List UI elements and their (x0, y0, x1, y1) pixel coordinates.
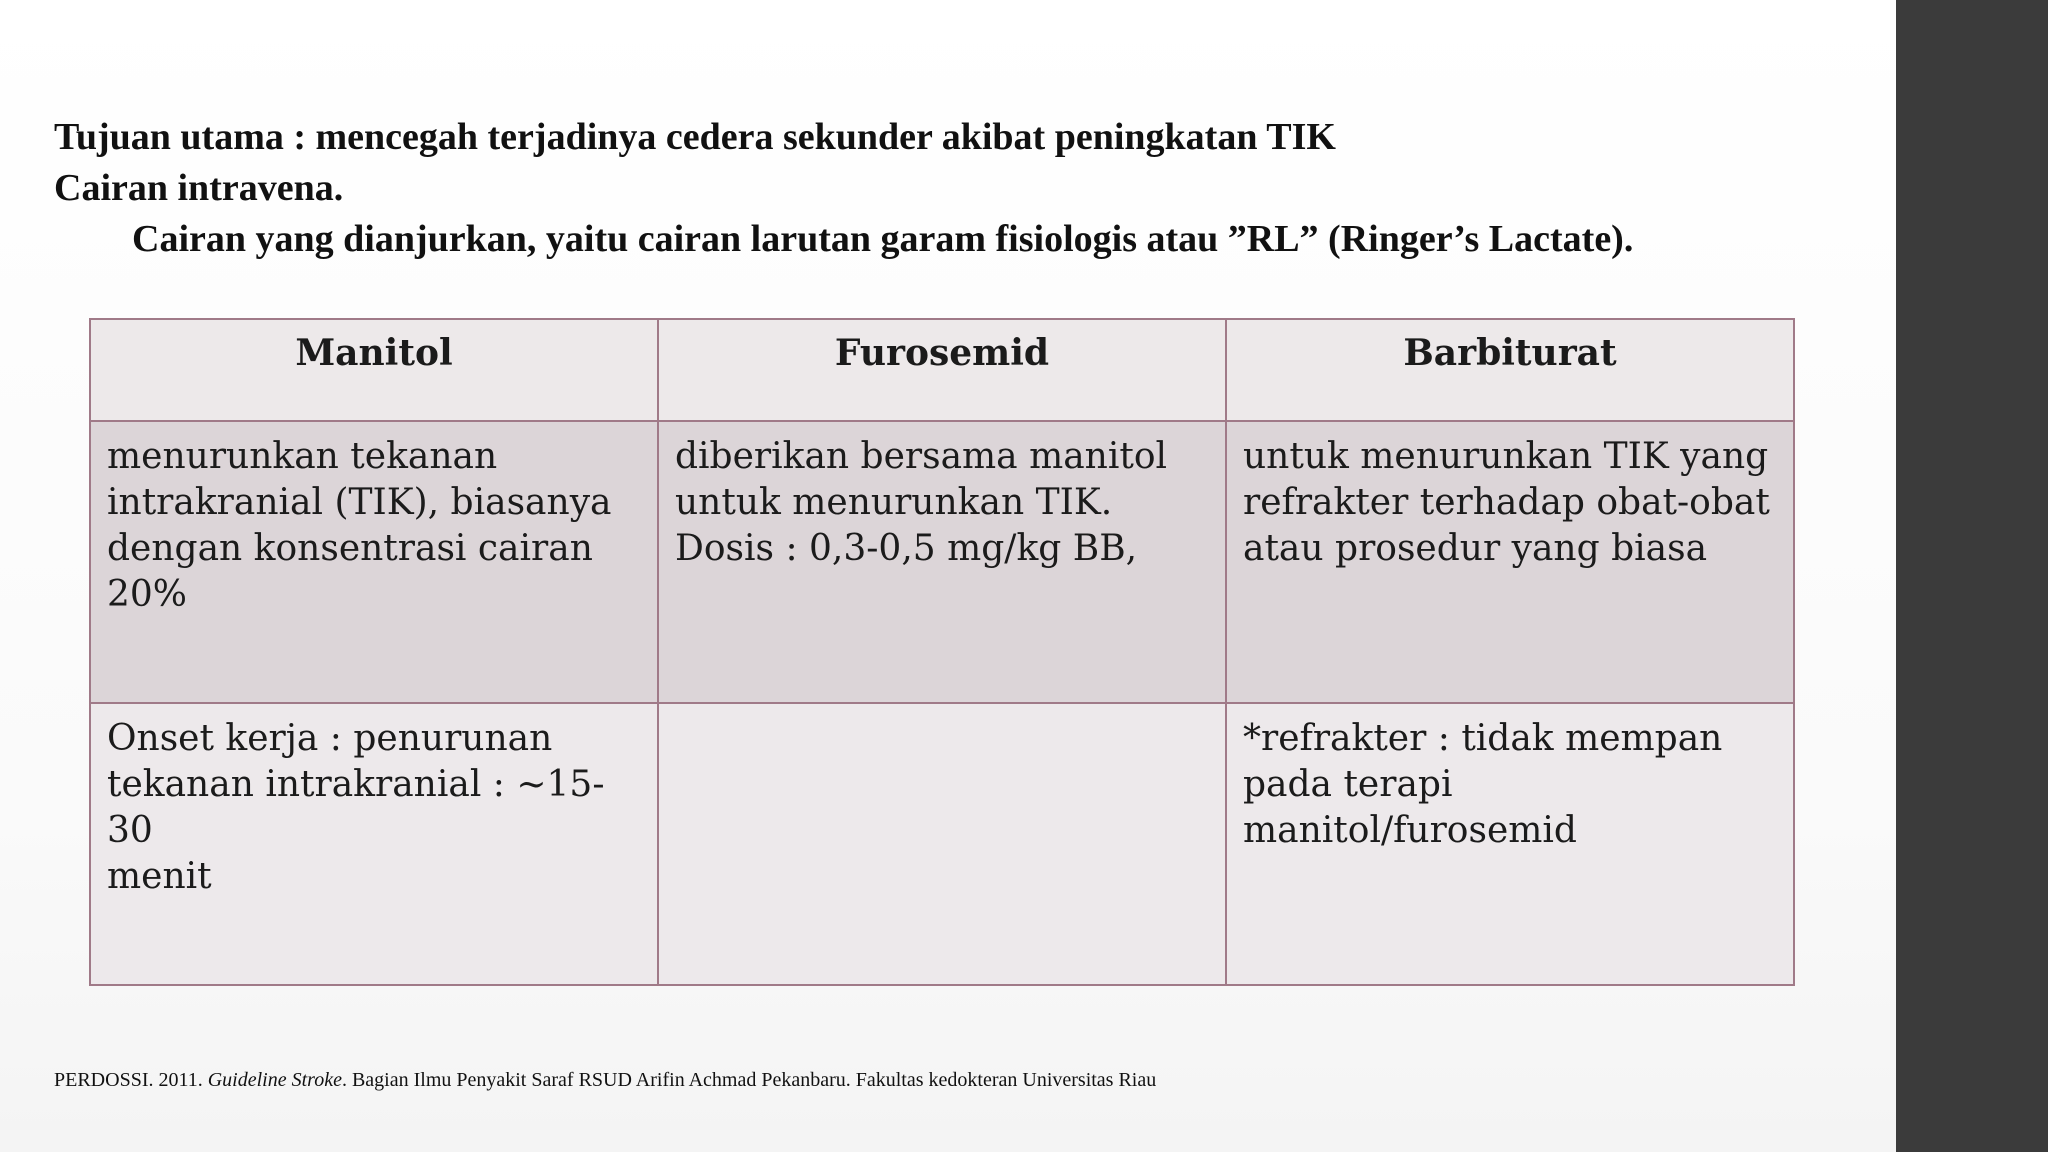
drug-comparison-table (89, 318, 1795, 986)
cell-text: menurunkan tekanan intrakranial (TIK), biasanya dengan konsentrasi cairan 20% (107, 436, 612, 615)
citation-footer (54, 1069, 1156, 1092)
cell-text: Onset kerja : penurunan tekanan intrakranial : ~15-30 menit (107, 718, 605, 897)
slide-heading (54, 112, 1884, 265)
citation-suffix: . Bagian Ilmu Penyakit Saraf RSUD Arifin Achmad Pekanbaru. Fakultas kedokteran Universitas Riau (341, 1069, 1157, 1091)
cell-manitol-onset (90, 703, 658, 985)
sidebar-decoration (1896, 0, 2048, 1152)
header-manitol: Manitol (90, 319, 658, 421)
heading-goal: Tujuan utama : mencegah terjadinya cedera sekunder akibat peningkatan TIK (54, 116, 1336, 158)
heading-recommended-fluid: Cairan yang dianjurkan, yaitu cairan larutan garam fisiologis atau ”RL” (Ringer’s Lactate). (132, 218, 1634, 260)
heading-iv-fluids: Cairan intravena. (54, 167, 344, 209)
cell-text: untuk menurunkan TIK yang refrakter terhadap obat-obat atau prosedur yang biasa (1243, 436, 1770, 569)
table-row (90, 421, 1794, 703)
citation-title: Guideline Stroke (207, 1069, 342, 1091)
citation-prefix: PERDOSSI. 2011. (54, 1069, 208, 1091)
cell-manitol-description (90, 421, 658, 703)
cell-furosemid-empty (658, 703, 1226, 985)
cell-text: diberikan bersama manitol untuk menurunkan TIK. Dosis : 0,3-0,5 mg/kg BB, (675, 436, 1168, 569)
cell-barbiturat-description (1226, 421, 1794, 703)
header-barbiturat: Barbiturat (1226, 319, 1794, 421)
cell-text: *refrakter : tidak mempan pada terapi manitol/furosemid (1243, 718, 1723, 851)
cell-furosemid-description (658, 421, 1226, 703)
header-furosemid: Furosemid (658, 319, 1226, 421)
table-row (90, 703, 1794, 985)
cell-barbiturat-note (1226, 703, 1794, 985)
table-header-row (90, 319, 1794, 421)
